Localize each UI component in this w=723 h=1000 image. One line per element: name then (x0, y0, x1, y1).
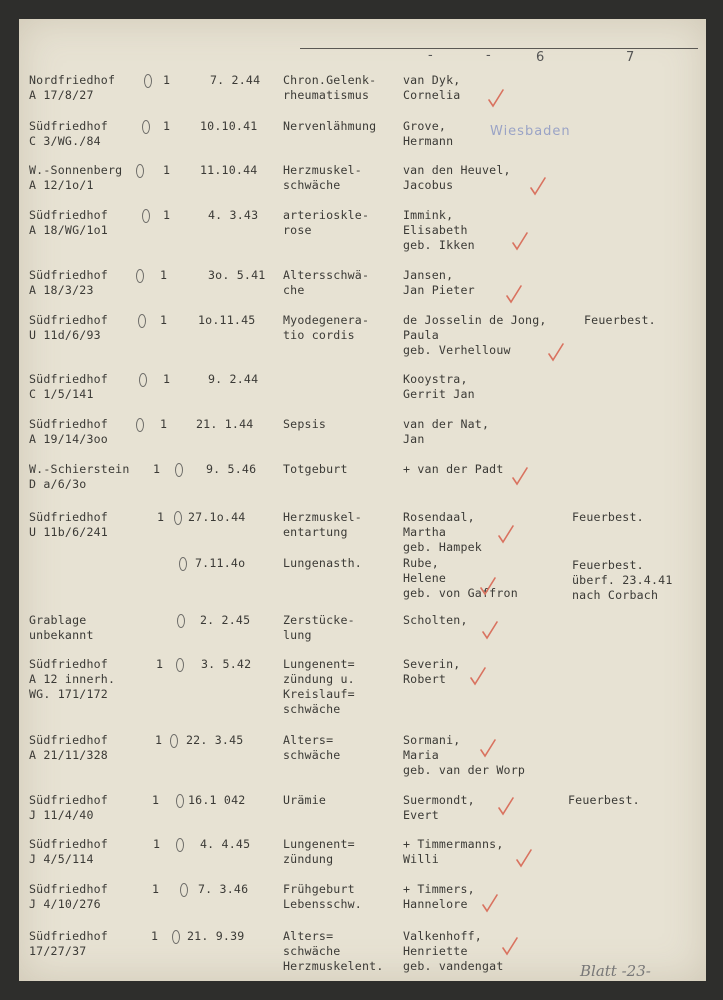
cause-of-death: Nervenlähmung (283, 119, 377, 133)
remark: Feuerbest. (568, 793, 640, 807)
person-name: van den Heuvel, (403, 163, 511, 177)
cause-of-death: schwäche (283, 178, 341, 192)
gender-mark (172, 930, 180, 944)
grave-location: W.-Schierstein (29, 462, 130, 476)
person-name: Rosendaal, (403, 510, 475, 524)
gender-mark (170, 734, 178, 748)
header-rule (300, 48, 698, 49)
check-mark-icon (548, 342, 564, 362)
person-name: Suermondt, (403, 793, 475, 807)
gender-mark (138, 314, 146, 328)
check-mark-icon (498, 524, 514, 544)
death-date: 21. 9.39 (187, 929, 245, 943)
grave-location: Südfriedhof (29, 268, 108, 282)
person-name: Kooystra, (403, 372, 468, 386)
person-name: Hermann (403, 134, 454, 148)
cause-of-death: Herzmuskel- (283, 163, 362, 177)
count-value: 1 (160, 268, 168, 282)
death-date: 3. 5.42 (201, 657, 252, 671)
gender-mark (176, 794, 184, 808)
person-name: Sormani, (403, 733, 461, 747)
count-value: 1 (152, 793, 160, 807)
cause-of-death: Herzmuskelent. (283, 959, 384, 973)
grave-location: unbekannt (29, 628, 94, 642)
grave-location: Südfriedhof (29, 657, 108, 671)
person-name: Willi (403, 852, 439, 866)
person-name: Robert (403, 672, 447, 686)
grave-location: Grablage (29, 613, 87, 627)
check-mark-icon (512, 466, 528, 486)
death-date: 10.10.41 (200, 119, 258, 133)
cause-of-death: Lungenent= (283, 657, 355, 671)
gender-mark (175, 463, 183, 477)
death-date: 16.1 042 (188, 793, 246, 807)
person-name: geb. Verhellouw (403, 343, 511, 357)
grave-location: A 18/3/23 (29, 283, 94, 297)
grave-location: C 3/WG./84 (29, 134, 101, 148)
person-name: geb. van der Worp (403, 763, 526, 777)
header-number: 6 (536, 50, 545, 65)
sheet-label: Blatt -23- (580, 962, 651, 980)
person-name: + Timmers, (403, 882, 475, 896)
grave-location: A 12 innerh. (29, 672, 116, 686)
grave-location: A 12/1o/1 (29, 178, 94, 192)
check-mark-icon (482, 893, 498, 913)
cause-of-death: Zerstücke- (283, 613, 355, 627)
grave-location: Südfriedhof (29, 793, 108, 807)
grave-location: Südfriedhof (29, 510, 108, 524)
remark: überf. 23.4.41 (572, 573, 673, 587)
grave-location: W.-Sonnenberg (29, 163, 123, 177)
gender-mark (179, 557, 187, 571)
check-mark-icon (512, 231, 528, 251)
check-mark-icon (470, 666, 486, 686)
gender-mark (142, 120, 150, 134)
count-value: 1 (151, 929, 159, 943)
wiesbaden-stamp: Wiesbaden (490, 124, 571, 139)
remark: nach Corbach (572, 588, 659, 602)
remark: Feuerbest. (572, 510, 644, 524)
header-dash: - (486, 48, 491, 63)
cause-of-death: entartung (283, 525, 348, 539)
check-mark-icon (488, 88, 504, 108)
gender-mark (136, 418, 144, 432)
grave-location: Südfriedhof (29, 208, 108, 222)
cause-of-death: rose (283, 223, 312, 237)
person-name: Scholten, (403, 613, 468, 627)
person-name: Helene (403, 571, 447, 585)
death-date: 9. 5.46 (206, 462, 257, 476)
person-name: geb. von Gaffron (403, 586, 518, 600)
gender-mark (176, 838, 184, 852)
gender-mark (177, 614, 185, 628)
cause-of-death: Totgeburt (283, 462, 348, 476)
check-mark-icon (480, 576, 496, 596)
person-name: van der Nat, (403, 417, 490, 431)
check-mark-icon (530, 176, 546, 196)
count-value: 1 (153, 462, 161, 476)
grave-location: Südfriedhof (29, 313, 108, 327)
grave-location: A 21/11/328 (29, 748, 108, 762)
person-name: geb. Ikken (403, 238, 475, 252)
death-date: 21. 1.44 (196, 417, 254, 431)
grave-location: D a/6/3o (29, 477, 87, 491)
grave-location: Südfriedhof (29, 882, 108, 896)
count-value: 1 (155, 733, 163, 747)
grave-location: Südfriedhof (29, 119, 108, 133)
person-name: van Dyk, (403, 73, 461, 87)
person-name: Rube, (403, 556, 439, 570)
cause-of-death: Chron.Gelenk- (283, 73, 377, 87)
count-value: 1 (160, 417, 168, 431)
cause-of-death: schwäche (283, 702, 341, 716)
grave-location: Südfriedhof (29, 929, 108, 943)
grave-location: A 19/14/3oo (29, 432, 108, 446)
person-name: Valkenhoff, (403, 929, 482, 943)
grave-location: Südfriedhof (29, 837, 108, 851)
gender-mark (180, 883, 188, 897)
cause-of-death: Herzmuskel- (283, 510, 362, 524)
count-value: 1 (163, 208, 171, 222)
person-name: Immink, (403, 208, 454, 222)
grave-location: J 4/10/276 (29, 897, 101, 911)
count-value: 1 (163, 73, 171, 87)
person-name: Gerrit Jan (403, 387, 475, 401)
count-value: 1 (160, 313, 168, 327)
person-name: geb. vandengat (403, 959, 504, 973)
count-value: 1 (157, 510, 165, 524)
grave-location: A 17/8/27 (29, 88, 94, 102)
grave-location: J 4/5/114 (29, 852, 94, 866)
check-mark-icon (516, 848, 532, 868)
death-date: 9. 2.44 (208, 372, 259, 386)
death-date: 3o. 5.41 (208, 268, 266, 282)
count-value: 1 (152, 882, 160, 896)
grave-location: J 11/4/40 (29, 808, 94, 822)
count-value: 1 (163, 119, 171, 133)
cause-of-death: Altersschwä- (283, 268, 370, 282)
death-date: 4. 4.45 (200, 837, 251, 851)
header-number: 7 (626, 50, 635, 65)
person-name: Elisabeth (403, 223, 468, 237)
gender-mark (136, 164, 144, 178)
cause-of-death: Lebensschw. (283, 897, 362, 911)
cause-of-death: zündung (283, 852, 334, 866)
gender-mark (176, 658, 184, 672)
cause-of-death: lung (283, 628, 312, 642)
grave-location: U 11d/6/93 (29, 328, 101, 342)
cause-of-death: Alters= (283, 929, 334, 943)
grave-location: Nordfriedhof (29, 73, 116, 87)
cause-of-death: che (283, 283, 305, 297)
remark: Feuerbest. (584, 313, 656, 327)
death-date: 7. 3.46 (198, 882, 249, 896)
death-date: 22. 3.45 (186, 733, 244, 747)
person-name: Jacobus (403, 178, 454, 192)
cause-of-death: Myodegenera- (283, 313, 370, 327)
cause-of-death: tio cordis (283, 328, 355, 342)
grave-location: WG. 171/172 (29, 687, 108, 701)
count-value: 1 (163, 163, 171, 177)
person-name: Jansen, (403, 268, 454, 282)
person-name: de Josselin de Jong, (403, 313, 547, 327)
death-date: 1o.11.45 (198, 313, 256, 327)
cause-of-death: Sepsis (283, 417, 327, 431)
gender-mark (139, 373, 147, 387)
gender-mark (142, 209, 150, 223)
death-date: 11.10.44 (200, 163, 258, 177)
check-mark-icon (482, 620, 498, 640)
person-name: Cornelia (403, 88, 461, 102)
header-dash: - (428, 48, 433, 63)
cause-of-death: Lungenasth. (283, 556, 362, 570)
person-name: Henriette (403, 944, 468, 958)
death-date: 27.1o.44 (188, 510, 246, 524)
count-value: 1 (153, 837, 161, 851)
cause-of-death: Urämie (283, 793, 327, 807)
person-name: Grove, (403, 119, 447, 133)
gender-mark (136, 269, 144, 283)
person-name: + van der Padt (403, 462, 504, 476)
person-name: Hannelore (403, 897, 468, 911)
person-name: Maria (403, 748, 439, 762)
cause-of-death: zündung u. (283, 672, 355, 686)
check-mark-icon (506, 284, 522, 304)
death-date: 7. 2.44 (210, 73, 261, 87)
person-name: Paula (403, 328, 439, 342)
person-name: Evert (403, 808, 439, 822)
grave-location: U 11b/6/241 (29, 525, 108, 539)
person-name: Jan (403, 432, 425, 446)
cause-of-death: Alters= (283, 733, 334, 747)
gender-mark (174, 511, 182, 525)
cause-of-death: Frühgeburt (283, 882, 355, 896)
gender-mark (144, 74, 152, 88)
cause-of-death: schwäche (283, 944, 341, 958)
count-value: 1 (163, 372, 171, 386)
grave-location: Südfriedhof (29, 417, 108, 431)
death-date: 7.11.4o (195, 556, 246, 570)
grave-location: 17/27/37 (29, 944, 87, 958)
check-mark-icon (498, 796, 514, 816)
person-name: + Timmermanns, (403, 837, 504, 851)
person-name: Martha (403, 525, 447, 539)
person-name: Jan Pieter (403, 283, 475, 297)
cause-of-death: rheumatismus (283, 88, 370, 102)
cause-of-death: schwäche (283, 748, 341, 762)
cause-of-death: arterioskle- (283, 208, 370, 222)
grave-location: C 1/5/141 (29, 387, 94, 401)
death-date: 2. 2.45 (200, 613, 251, 627)
count-value: 1 (156, 657, 164, 671)
cause-of-death: Lungenent= (283, 837, 355, 851)
grave-location: A 18/WG/1o1 (29, 223, 108, 237)
remark: Feuerbest. (572, 558, 644, 572)
grave-location: Südfriedhof (29, 733, 108, 747)
check-mark-icon (502, 936, 518, 956)
death-date: 4. 3.43 (208, 208, 259, 222)
person-name: geb. Hampek (403, 540, 482, 554)
check-mark-icon (480, 738, 496, 758)
cause-of-death: Kreislauf= (283, 687, 355, 701)
grave-location: Südfriedhof (29, 372, 108, 386)
person-name: Severin, (403, 657, 461, 671)
